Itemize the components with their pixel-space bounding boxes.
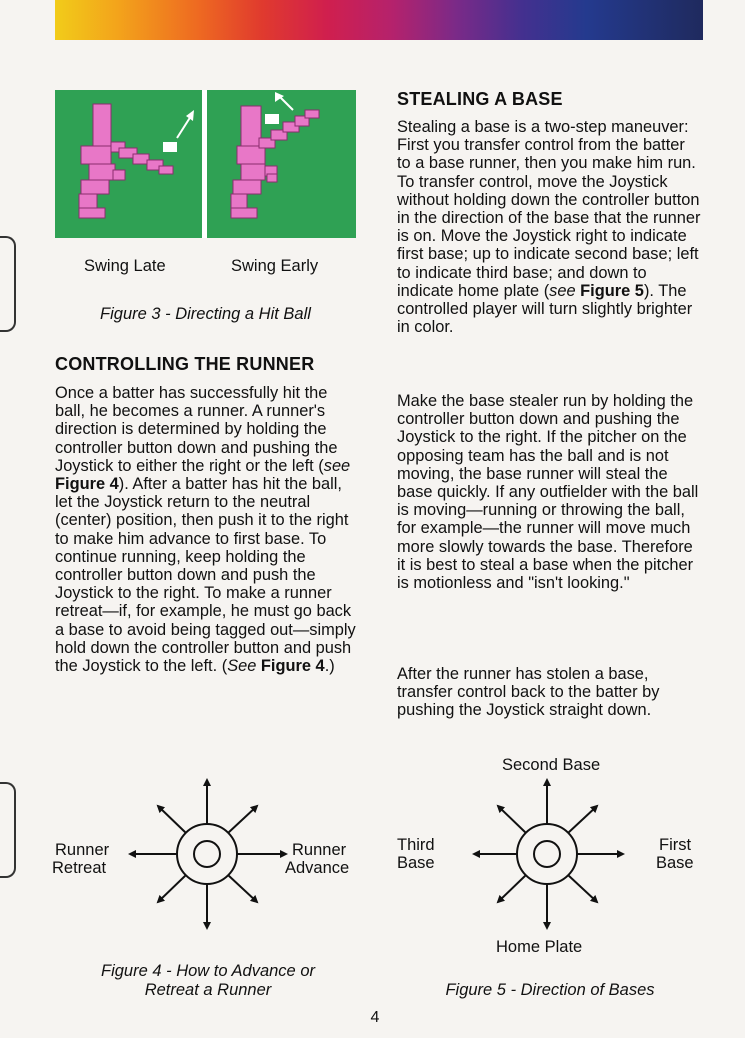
arrow-up-left bbox=[498, 806, 526, 833]
runner-advance-label-line1: Runner bbox=[292, 841, 347, 859]
joystick-inner-ring bbox=[194, 841, 220, 867]
controlling-runner-heading: CONTROLLING THE RUNNER bbox=[55, 354, 315, 374]
arrow-up-right bbox=[568, 806, 597, 833]
runner-advance-label-line2: Advance bbox=[285, 859, 350, 877]
rainbow-header-band bbox=[55, 0, 703, 40]
arrow-down-right bbox=[228, 875, 257, 902]
binder-ring-bottom bbox=[0, 782, 16, 878]
home-plate-label: Home Plate bbox=[496, 938, 583, 956]
runner-retreat-label-line2: Retreat bbox=[52, 859, 107, 877]
arrow-down-right bbox=[568, 875, 597, 902]
arrow-up-right bbox=[228, 806, 257, 833]
figure-3-illustration bbox=[55, 90, 356, 238]
figure-5-joystick-diagram bbox=[466, 776, 632, 934]
stealing-base-heading: STEALING A BASE bbox=[397, 89, 563, 109]
joystick-inner-ring bbox=[534, 841, 560, 867]
stealing-base-paragraph-3: After the runner has stolen a base, transfer control back to the batter by pushing the Joystick straight down. bbox=[397, 665, 660, 720]
figure-4-caption-line2: Retreat a Runner bbox=[144, 981, 272, 999]
figure-3-caption: Figure 3 - Directing a Hit Ball bbox=[100, 305, 311, 323]
stealing-base-paragraph-1: Stealing a base is a two-step maneuver: First you transfer control from the batter to a base runner, then you make him run. To transfer control, move the Joystick without holding down the controller button in the direction of the base that the runner is on. Move the Joystick right to indicate first base; up to indicate second base; left to indicate third base; and down to indicate home plate (see Figure 5). The controlled player will turn slightly brighter in color. bbox=[397, 118, 701, 337]
controlling-runner-paragraph: Once a batter has successfully hit the ball, he becomes a runner. A runner's direction is determined by holding the controller button down and pushing the Joystick to either the right or the left (see Figure 4). After a batter has hit the ball, let the Joystick return to the neutral (center) position, then push it to the right to make him advance to first base. To continue running, keep holding the controller button down and push the Joystick to the right. To make a runner retreat—if, for example, he must go back a base to avoid being tagged out—simply hold down the controller button and push the Joystick to the left. (See Figure 4.) bbox=[55, 384, 356, 676]
figure-4-caption-line1: Figure 4 - How to Advance or bbox=[101, 962, 315, 980]
arrow-up-left bbox=[158, 806, 186, 833]
second-base-label: Second Base bbox=[502, 756, 601, 774]
stealing-base-paragraph-2: Make the base stealer run by holding the controller button down and pushing the Joystick to the right. If the pitcher on the opposing team has the ball and is not moving, the base runner will steal the base quickly. If any outfielder with the ball is moving—running or throwing the ball, for example—the runner will move much more slowly towards the base. Therefore it is best to steal a base when the pitcher is motionless and "isn't looking." bbox=[397, 392, 699, 593]
swing-early-label: Swing Early bbox=[231, 257, 319, 275]
arrow-down-left bbox=[158, 875, 186, 902]
runner-retreat-label-line1: Runner bbox=[55, 841, 110, 859]
first-base-label-line1: First bbox=[659, 836, 692, 854]
first-base-label-line2: Base bbox=[656, 854, 694, 872]
figure-4-joystick-diagram bbox=[126, 776, 292, 934]
binder-ring-top bbox=[0, 236, 16, 332]
page-number: 4 bbox=[370, 1009, 380, 1026]
figure-5-caption: Figure 5 - Direction of Bases bbox=[445, 981, 655, 999]
third-base-label-line1: Third bbox=[397, 836, 435, 854]
swing-early-panel bbox=[207, 90, 356, 238]
arrow-down-left bbox=[498, 875, 526, 902]
swing-late-label: Swing Late bbox=[84, 257, 166, 275]
third-base-label-line2: Base bbox=[397, 854, 435, 872]
swing-late-panel bbox=[55, 90, 202, 238]
